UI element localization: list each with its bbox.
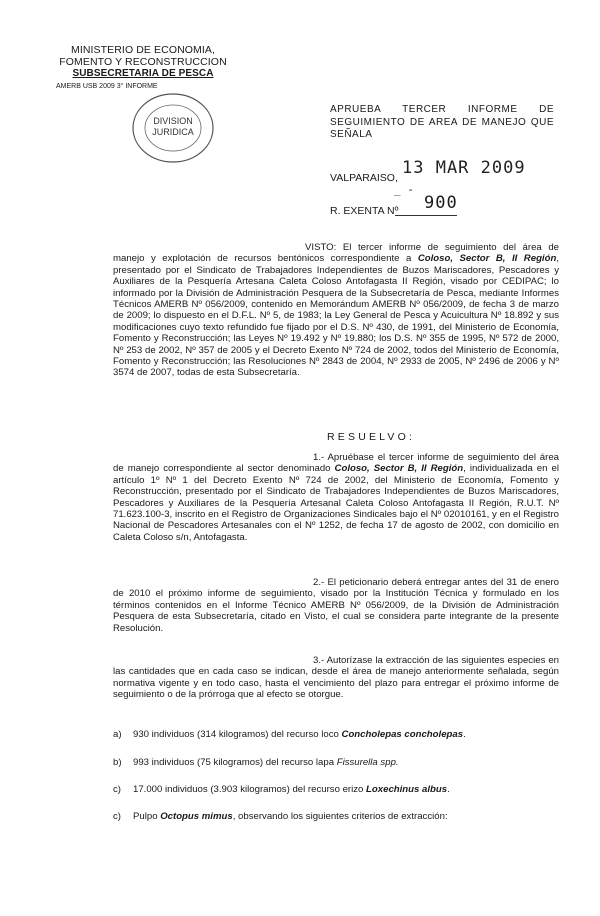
item-d: c) Pulpo Octopus mimus, observando los siguientes criterios de extracción: — [113, 811, 448, 822]
article-1-sector: Coloso, Sector B, II Región — [334, 463, 464, 475]
visto-part-2: , presentado por el Sindicato de Trabajadores Independientes de Buzos Mariscadores, Pescadores y Auxiliares de la Pesquería Artesana Caleta Coloso Antofagasta II Región, visado por CEDIPAC; lo informado por la División de Administración Pesquera de la Subsecretaría de Pesca, mediante Informes Técnicos AMERB Nº 056/2009, contenido en Memorándum AMERB Nº 056/2009, de fecha 3 de marzo de 2009; lo dispuesto en el D.F.L. Nº 5, de 1983; la Ley General de Pesca y Acuicultura Nº 18.892 y sus modificaciones cuyo texto refundido fue fijado por el D.S. Nº 430, de 1991, del Ministerio de Economía, Fomento y Reconstrucción; las Leyes Nº 19.492 y Nº 19.880; los D.S. Nº 355 de 1995, Nº 572 de 2000, Nº 253 de 2002, Nº 357 de 2005 y el Decreto Exento Nº 724 de 2002, todos del Ministerio de Economía, Fomento y Reconstrucción; las Resoluciones Nº 2843 de 2004, Nº 2933 de 2005, Nº 2496 de 2006 y Nº 3574 de 2007, todas de esta Subsecretaría. — [113, 253, 559, 379]
article-1 — [113, 452, 559, 543]
ministry-header — [58, 44, 228, 93]
species-a: Concholepas concholepas — [341, 729, 464, 740]
visto-part-1: VISTO: El tercer informe de seguimiento del área de manejo y explotación de recursos bentónicos correspondiente a — [113, 242, 559, 265]
place-label: VALPARAISO, — [330, 172, 398, 184]
exenta-label: R. EXENTA Nº — [330, 205, 399, 217]
ministry-line-1: MINISTERIO DE ECONOMIA, — [70, 44, 216, 56]
article-2 — [113, 577, 559, 634]
division-juridica-stamp — [128, 88, 218, 168]
item-b: b) 993 individuos (75 kilogramos) del recurso lapa Fissurella spp. — [113, 757, 399, 768]
subsecretaria-line: SUBSECRETARIA DE PESCA — [72, 68, 214, 79]
article-1-part-2: , individualizada en el artículo 1º Nº 1 del Decreto Exento Nº 724 de 2002, del Ministerio de Economía, Fomento y Reconstrucción, presentado por el Sindicato de Trabajadores Independientes de Buzos Mariscadores, Pescadores y Auxiliares de la Pesquería Artesanal Caleta Coloso Antofagasta II Región, R.U.T. Nº 71.623.100-3, inscrito en el Registro de Organizaciones Sindicales bajo el Nº 02010161, y en el Registro Nacional de Pescadores Artesanales con el Nº 1252, de fecha 17 de agosto de 2002, con domicilio en Caleta Coloso s/n, Antofagasta. — [113, 463, 559, 543]
resolution-title: APRUEBA TERCER INFORME DE SEGUIMIENTO DE AREA DE MANEJO QUE SEÑALA — [330, 104, 554, 140]
article-3 — [113, 655, 559, 701]
species-c: Loxechinus albus — [366, 784, 448, 795]
article-2-text: 2.- El peticionario deberá entregar antes del 31 de enero de 2010 el próximo informe de seguimiento, visado por la Institución Técnica y formulado en los términos contenidos en el Informe Técnico AMERB Nº 056/2009, de la División de Administración Pesquera de esta Subsecretaría, citado en Visto, el cual se considera parte integrante de la presente Resolución. — [113, 577, 559, 634]
article-1-part-1: 1.- Apruébase el tercer informe de seguimiento del área de manejo correspondiente al sector denominado — [113, 452, 559, 475]
visto-sector: Coloso, Sector B, II Región — [417, 253, 557, 265]
visto-paragraph — [113, 242, 559, 379]
exenta-underline — [395, 215, 457, 216]
ministry-line-2: FOMENTO Y RECONSTRUCCION — [59, 56, 227, 68]
species-d: Octopus mimus — [160, 811, 233, 822]
species-b: Fissurella spp. — [336, 757, 399, 768]
stamp-line-1: DIVISION — [153, 116, 193, 126]
handwritten-date: 13 MAR 2009 — [402, 158, 526, 178]
exenta-number: 900 — [424, 193, 458, 213]
document-code: AMERB USB 2009 3° INFORME — [56, 83, 158, 90]
article-3-text: 3.- Autorízase la extracción de las siguientes especies en las cantidades que en cada caso se indican, desde el área de manejo anteriormente señalada, según normativa vigente y en todo caso, hasta el vencimiento del plazo para entregar el próximo informe de seguimiento o de la prórroga que al efecto se otorgue. — [113, 655, 559, 701]
resuelvo-heading: RESUELVO: — [327, 431, 416, 443]
item-c: c) 17.000 individuos (3.903 kilogramos) del recurso erizo Loxechinus albus. — [113, 784, 450, 795]
date-dash-mark: _ - — [394, 183, 414, 196]
item-a: a) 930 individuos (314 kilogramos) del recurso loco Concholepas concholepas. — [113, 729, 466, 740]
stamp-line-2: JURIDICA — [152, 127, 194, 137]
